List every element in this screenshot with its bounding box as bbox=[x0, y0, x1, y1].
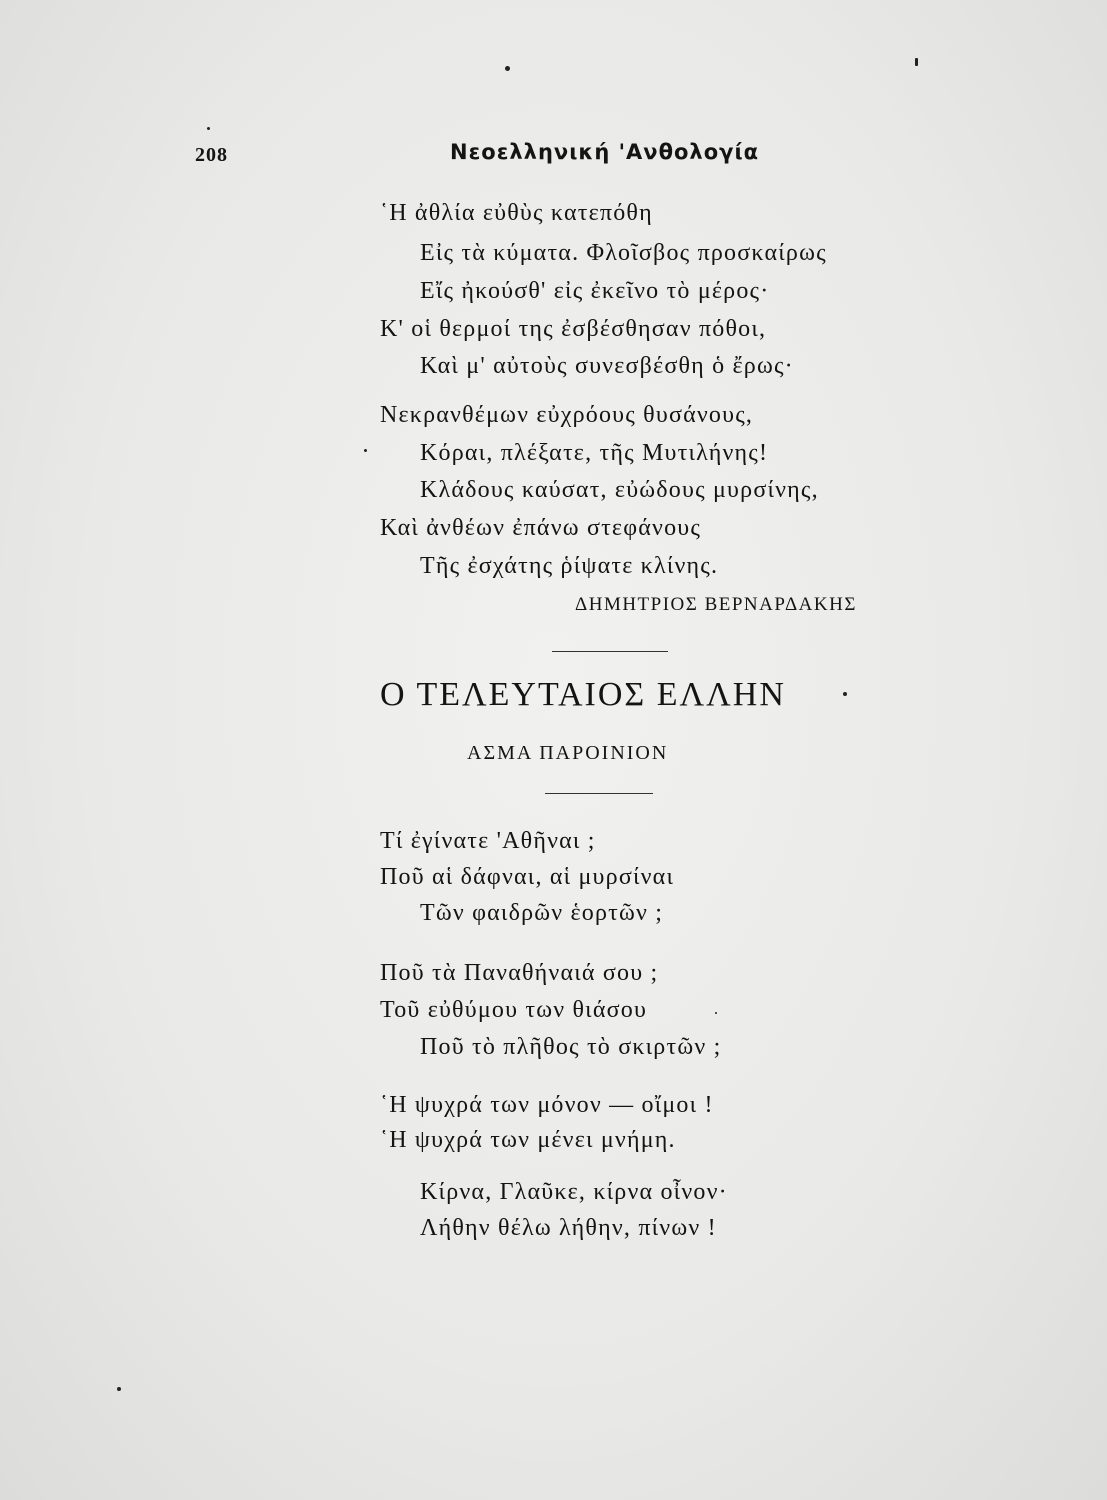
poem-line: Τῶν φαιδρῶν ἑορτῶν ; bbox=[420, 900, 664, 926]
running-title: Νεοελληνική 'Ανθολογία bbox=[450, 140, 760, 164]
poem-line: ῾Η ψυχρά των μένει μνήμη. bbox=[380, 1127, 676, 1153]
poem-line: ῾Η ἀθλία εὐθὺς κατεπόθη bbox=[380, 200, 653, 226]
scan-speck bbox=[915, 58, 918, 66]
poem-line: Καὶ μ' αὐτοὺς συνεσβέσθη ὁ ἔρως· bbox=[420, 353, 794, 379]
poem-line: Ποῦ τὸ πλῆθος τὸ σκιρτῶν ; bbox=[420, 1034, 722, 1060]
poem-line: Νεκρανθέμων εὐχρόους θυσάνους, bbox=[380, 402, 754, 428]
poem-line: Κ' οἱ θερμοί της ἐσβέσθησαν πόθοι, bbox=[380, 316, 767, 342]
poem-line: Τῆς ἐσχάτης ῥίψατε κλίνης. bbox=[420, 553, 719, 579]
scan-speck bbox=[505, 66, 510, 71]
poem-line: Εἴς ἠκούσθ' εἰς ἐκεῖνο τὸ μέρος· bbox=[420, 278, 770, 304]
page-header bbox=[195, 140, 785, 170]
poem-line: Κλάδους καύσατ, εὐώδους μυρσίνης, bbox=[420, 477, 819, 503]
poem-line: Ποῦ τὰ Παναθήναιά σου ; bbox=[380, 960, 659, 986]
poem-line: Εἰς τὰ κύματα. Φλοῖσβος προσκαίρως bbox=[420, 240, 827, 266]
section-divider bbox=[552, 651, 668, 652]
poem-line: Καὶ ἀνθέων ἐπάνω στεφάνους bbox=[380, 515, 702, 541]
poem-line: Κίρνα, Γλαῦκε, κίρνα οἶνον· bbox=[420, 1179, 728, 1205]
poem-line: ῾Η ψυχρά των μόνον — οἴμοι ! bbox=[380, 1092, 714, 1118]
title-divider bbox=[545, 793, 653, 794]
scan-speck bbox=[207, 127, 210, 130]
scan-speck bbox=[364, 449, 367, 452]
poem-line: Τοῦ εὐθύμου των θιάσου bbox=[380, 997, 648, 1023]
poem-title: Ο ΤΕΛΕΥΤΑΙΟΣ ΕΛΛΗΝ bbox=[380, 676, 786, 713]
author-signature: ΔΗΜΗΤΡΙΟΣ ΒΕΡΝΑΡΔΑΚΗΣ bbox=[575, 594, 857, 615]
poem-subtitle: ΑΣΜΑ ΠΑΡΟΙΝΙΟΝ bbox=[467, 742, 669, 764]
scan-speck bbox=[843, 692, 847, 696]
poem-line: Κόραι, πλέξατε, τῆς Μυτιλήνης! bbox=[420, 440, 769, 466]
page-number: 208 bbox=[195, 144, 228, 166]
scan-speck bbox=[715, 1012, 717, 1014]
scan-speck bbox=[117, 1387, 121, 1391]
poem-line: Ποῦ αἱ δάφναι, αἱ μυρσίναι bbox=[380, 864, 675, 890]
poem-line: Τί ἐγίνατε 'Αθῆναι ; bbox=[380, 828, 596, 854]
poem-line: Λήθην θέλω λήθην, πίνων ! bbox=[420, 1215, 717, 1241]
